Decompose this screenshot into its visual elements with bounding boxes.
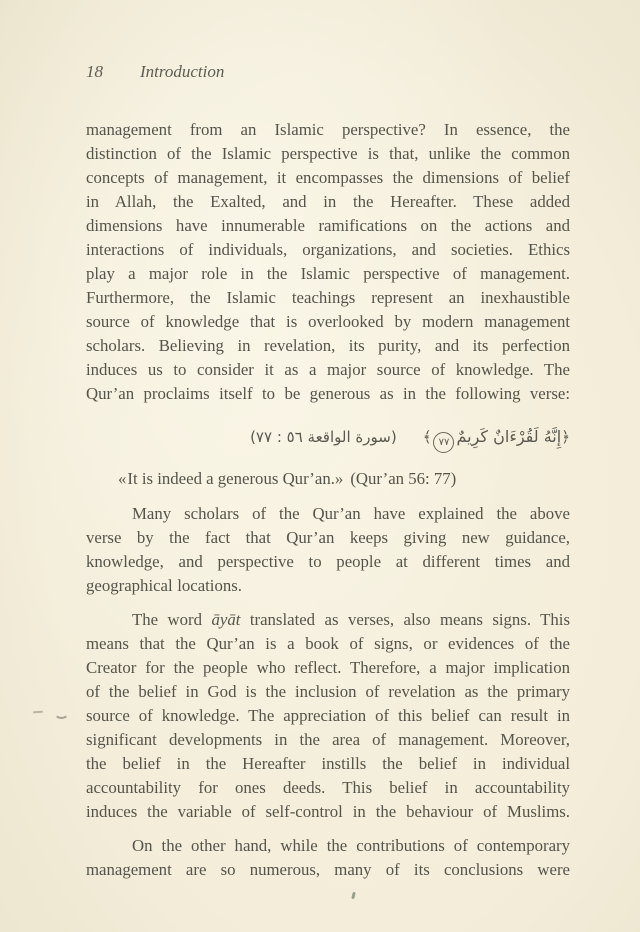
quran-reference: (Qur’an 56: 77) bbox=[350, 469, 457, 488]
text-line bbox=[86, 286, 570, 310]
text-line bbox=[86, 262, 570, 286]
text-line bbox=[86, 752, 570, 776]
text-line bbox=[86, 166, 570, 190]
text-segment: Furthermore, the Islamic teachings represent an inexhaustible bbox=[86, 288, 570, 307]
body-text bbox=[86, 118, 570, 882]
text-segment: means that the Qur’an is a book of signs, or evidences of the bbox=[86, 634, 570, 653]
text-line bbox=[86, 608, 570, 632]
text-line bbox=[86, 358, 570, 382]
text-line bbox=[86, 238, 570, 262]
paragraph bbox=[86, 608, 570, 824]
text-segment: concepts of management, it encompasses the dimensions of belief bbox=[86, 168, 570, 187]
text-line bbox=[86, 728, 570, 752]
text-line bbox=[86, 704, 570, 728]
ornate-close-bracket: ﴾ bbox=[422, 428, 432, 446]
verse-number-medallion: ٧٧ bbox=[433, 432, 454, 453]
scan-artifact-curl bbox=[54, 706, 69, 719]
text-line bbox=[86, 190, 570, 214]
text-line bbox=[86, 858, 570, 882]
text-segment: interactions of individuals, organizations, and societies. Ethics bbox=[86, 240, 570, 259]
text-segment: source of knowledge that is overlooked by modern management bbox=[86, 312, 570, 331]
text-segment: knowledge, and perspective to people at different times and bbox=[86, 552, 570, 571]
scan-artifact-dash bbox=[33, 711, 43, 714]
text-segment: The word bbox=[132, 610, 212, 629]
text-line bbox=[86, 680, 570, 704]
text-line bbox=[86, 310, 570, 334]
text-segment: play a major role in the Islamic perspective of management. bbox=[86, 264, 570, 283]
ornament-close: » bbox=[334, 469, 345, 488]
text-line bbox=[86, 800, 570, 824]
running-header bbox=[86, 62, 570, 82]
text-segment: the belief in the Hereafter instills the belief in individual bbox=[86, 754, 570, 773]
text-line bbox=[86, 118, 570, 142]
text-segment: Qur’an proclaims itself to be generous as in the following verse: bbox=[86, 384, 570, 403]
text-segment: scholars. Believing in revelation, its purity, and its perfection bbox=[86, 336, 570, 355]
text-segment: verse by the fact that Qur’an keeps giving new guidance, bbox=[86, 528, 570, 547]
text-segment: management from an Islamic perspective? In essence, the bbox=[86, 120, 570, 139]
scan-artifact-speck bbox=[351, 892, 356, 900]
text-segment: translated as verses, also means signs. This bbox=[240, 610, 570, 629]
text-line bbox=[86, 334, 570, 358]
text-segment: On the other hand, while the contributions of contemporary bbox=[132, 836, 570, 855]
text-segment: accountability for ones deeds. This belief in accountability bbox=[86, 778, 570, 797]
text-segment: Many scholars of the Qur’an have explained the above bbox=[132, 504, 570, 523]
text-segment: distinction of the Islamic perspective is that, unlike the common bbox=[86, 144, 570, 163]
text-segment: induces the variable of self-control in the behaviour of Muslims. bbox=[86, 802, 570, 821]
text-segment: in Allah, the Exalted, and in the Hereafter. These added bbox=[86, 192, 570, 211]
text-line bbox=[86, 526, 570, 550]
text-line bbox=[86, 574, 570, 598]
text-line bbox=[86, 834, 570, 858]
text-segment: significant developments in the area of management. Moreover, bbox=[86, 730, 570, 749]
quran-verse-arabic bbox=[86, 420, 570, 454]
surah-reference: (سورة الواقعة ٥٦ : ٧٧) bbox=[250, 428, 397, 446]
paragraph bbox=[86, 118, 570, 406]
page-content bbox=[86, 62, 570, 892]
text-line bbox=[86, 632, 570, 656]
text-line bbox=[86, 502, 570, 526]
paragraph bbox=[86, 502, 570, 598]
text-line bbox=[86, 776, 570, 800]
text-line bbox=[86, 214, 570, 238]
section-title: Introduction bbox=[140, 62, 225, 81]
text-segment: induces us to consider it as a major source of knowledge. The bbox=[86, 360, 570, 379]
translation-text: It is indeed a generous Qur’an. bbox=[127, 469, 335, 488]
text-line bbox=[86, 142, 570, 166]
arabic-verse-text: إِنَّهُ لَقُرْءَانٌ كَرِيمٌ bbox=[456, 427, 562, 446]
text-line bbox=[86, 656, 570, 680]
text-line bbox=[86, 550, 570, 574]
text-segment: management are so numerous, many of its conclusions were bbox=[86, 860, 570, 879]
text-segment: of the belief in God is the inclusion of revelation as the primary bbox=[86, 682, 570, 701]
text-segment: geographical locations. bbox=[86, 576, 242, 595]
paragraph bbox=[86, 834, 570, 882]
ornament-open: « bbox=[118, 469, 128, 488]
text-segment: source of knowledge. The appreciation of this belief can result in bbox=[86, 706, 570, 725]
ornate-open-bracket: ﴿ bbox=[561, 428, 570, 446]
text-segment: dimensions have innumerable ramifications on the actions and bbox=[86, 216, 570, 235]
quran-verse-translation bbox=[86, 466, 570, 492]
text-segment: Creator for the people who reflect. Therefore, a major implication bbox=[86, 658, 570, 677]
text-line bbox=[86, 382, 570, 406]
italic-term: āyāt bbox=[211, 610, 241, 629]
page-number: 18 bbox=[86, 62, 103, 81]
